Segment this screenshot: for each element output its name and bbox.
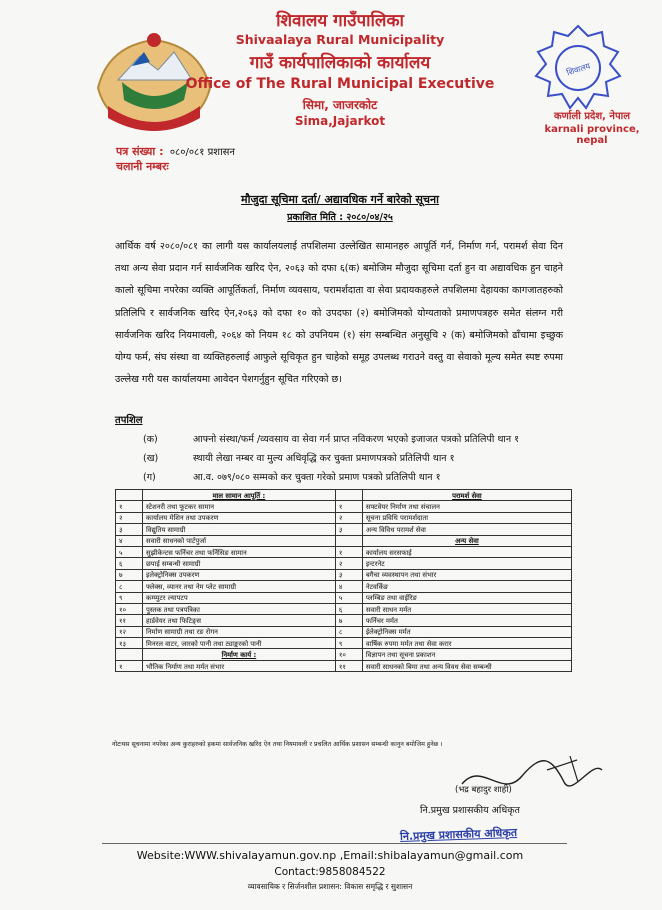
signatory-name: (भद्र बहादुर शाही)	[455, 785, 512, 795]
row-item: अन्य विविध परामर्श सेवा	[362, 524, 571, 535]
row-item: फर्निचर मर्मत	[362, 615, 571, 626]
row-number: १	[335, 546, 362, 557]
table-row	[116, 535, 572, 546]
table-row	[116, 581, 572, 592]
row-number: ९	[335, 638, 362, 649]
row-item: सवारी साधनको पार्टपुर्जा	[143, 535, 336, 546]
row-item: विद्युतिय सामाग्री	[143, 524, 336, 535]
table-row	[116, 638, 572, 649]
row-item: निर्माण सामाग्री तथा रङ रोगन	[143, 626, 336, 637]
row-item: फ्लेक्स, व्यानर तथा नेम प्लेट सामाग्री	[143, 581, 336, 592]
row-item: कम्प्युटर ल्यापटप	[143, 592, 336, 603]
row-number: ६	[335, 603, 362, 614]
row-item: सवारी साधन मर्मत	[362, 603, 571, 614]
footer-contact-phone: Contact:9858084522	[274, 866, 386, 878]
place-np: सिमा, जाजरकोट	[302, 98, 378, 112]
table-section-header: अन्य सेवा	[362, 535, 571, 546]
table-row	[116, 524, 572, 535]
municipality-name-np: शिवालय गाउँपालिका	[276, 11, 404, 31]
row-number: १	[335, 501, 362, 512]
table-row	[116, 512, 572, 523]
row-item: कार्यालय सरसफाई	[362, 546, 571, 557]
row-item: प्लम्बिङ तथा वाईरिङ	[362, 592, 571, 603]
patra-sankhya-value: ०८०/०८१ प्रशासन	[169, 147, 235, 158]
row-item: इन्टरनेट	[362, 558, 571, 569]
row-item: हार्डवेयर तथा फिटिङ्स	[143, 615, 336, 626]
row-number: ४	[116, 535, 143, 546]
table-row	[116, 615, 572, 626]
row-number: ७	[116, 569, 143, 580]
province-np: कर्णाली प्रदेश, नेपाल	[553, 111, 631, 122]
row-number: ६	[116, 558, 143, 569]
row-number: ५	[335, 592, 362, 603]
table-row	[116, 592, 572, 603]
row-item: विज्ञापन तथा सूचना प्रकाशन	[362, 649, 571, 660]
row-number: ५	[116, 546, 143, 557]
notice-title: मौजुदा सूचिमा दर्ता/ अद्यावधिक गर्ने बारेको सूचना	[241, 193, 439, 206]
row-number: १०	[116, 603, 143, 614]
row-number: ३	[116, 524, 143, 535]
row-number: २	[116, 512, 143, 523]
table-cell	[335, 490, 362, 501]
row-item: सुझीकेन्टस फर्निचर तथा फर्निसिङ सामान	[143, 546, 336, 557]
table-cell	[335, 535, 362, 546]
signature-icon	[452, 740, 612, 810]
row-item: बगैचा व्यवस्थापन तथा संभार	[362, 569, 571, 580]
table-section-header: परामर्श सेवा	[362, 490, 571, 501]
tapsil-item: (ख) स्थायी लेखा नम्बर वा मुल्य अधिवृद्धि कर चुक्ता प्रमाणपत्रको प्रतिलिपी थान १	[143, 453, 455, 464]
row-number: ३	[335, 569, 362, 580]
official-stamp: नि.प्रमुख प्रशासकीय अधिकृत	[399, 825, 518, 844]
note-text: नोटःयस सूचनामा नपरेका अन्य कुराहरुको हकमा सार्वजनिक खरिद ऐन तथा नियमावली र प्रचलित आर्थिक प्रशासन सम्बन्धी कानुन बमोजिम हुनेछ ।	[112, 741, 443, 748]
table-row	[116, 603, 572, 614]
place-en: Sima,Jajarkot	[294, 114, 386, 128]
municipality-name-en: Shivaalaya Rural Municipality	[235, 32, 445, 47]
row-number: ११	[116, 615, 143, 626]
row-number: २	[335, 558, 362, 569]
table-row	[116, 558, 572, 569]
table-row	[116, 626, 572, 637]
row-item: स्टेशनरी तथा फूटकर सामान	[143, 501, 336, 512]
table-row	[116, 490, 572, 501]
province-en: karnali province, nepal	[544, 124, 640, 146]
row-item: भौतिक निर्माण तथा मर्मत संभार	[143, 660, 336, 671]
row-number: ९	[116, 592, 143, 603]
patra-sankhya	[116, 144, 235, 174]
tapsil-item: (क) आफ्नो संस्था/फर्म /व्यवसाय वा सेवा गर्न प्राप्त नविकरण भएको इजाजत पत्रको प्रतिलिपी थान १	[143, 434, 520, 445]
table-row	[116, 501, 572, 512]
patra-sankhya-label: पत्र संख्या :	[116, 145, 164, 158]
row-number: ७	[335, 615, 362, 626]
row-number: १२	[116, 626, 143, 637]
office-name-np: गाउँ कार्यपालिकाको कार्यालय	[249, 53, 431, 73]
published-date: प्रकाशित मिति : २०८०/०४/२५	[287, 212, 393, 223]
row-item: मिनरल वाटर, जारको पानी तथा ट्याङ्करको पानी	[143, 638, 336, 649]
row-number: ३	[335, 524, 362, 535]
services-table	[115, 489, 572, 672]
footer-slogan: व्यावसायिक र सिर्जनशील प्रशासन: विकास समृद्धि र सुशासन	[247, 882, 413, 891]
row-number: १०	[335, 649, 362, 660]
footer-divider	[102, 843, 567, 844]
row-item: कार्यालय मेशिन तथा उपकरण	[143, 512, 336, 523]
footer-contact-web: Website:WWW.shivalayamun.gov.np ,Email:shibalayamun@gmail.com	[136, 849, 524, 862]
row-number: १	[116, 660, 143, 671]
row-item: सफ्टवेयर निर्माण तथा संचालन	[362, 501, 571, 512]
row-item: सूचना प्रविधि परामर्शदाता	[362, 512, 571, 523]
table-row	[116, 660, 572, 671]
row-item: नेटवर्किङ	[362, 581, 571, 592]
row-item: ईलेक्ट्रोनिक्स मर्मत	[362, 626, 571, 637]
row-number: २	[335, 512, 362, 523]
row-number: १३	[116, 638, 143, 649]
tapsil-heading: तपशिल	[115, 415, 143, 426]
table-row	[116, 569, 572, 580]
row-item: वार्षिक रुपमा मर्मत तथा सेवा करार	[362, 638, 571, 649]
notice-body: आर्थिक वर्ष २०८०/०८१ का लागी यस कार्यालयलाई तपशिलमा उल्लेखित सामानहरु आपूर्ति गर्न, निर्माण गर्न, परामर्श सेवा दिन तथा अन्य सेवा प्रदान गर्न सार्वजनिक खरिद ऐन, २०६३ को दफा ६(क) बमोजिम मौजुदा सूचिमा दर्ता हुन वा अद्यावधिक हुन चाहने कालो सूचिमा नपरेका व्यक्ति आपूर्तिकर्ता, निर्माण व्यवसाय, परामर्शदाता वा सेवा प्रदायकहरुले तपशिलमा देहायका कागजातहरुको प्रतिलिपि र सार्वजनिक खरिद ऐन,२०६३ को दफा १० को उपदफा (२) बमोजिमको योग्यताको प्रमाणपत्रहरु समेत संलग्न गरी सार्वजनिक खरिद नियमावली, २०६४ को नियम १८ को उपनियम (१) संग सम्बन्धित अनुसूचि २ (क) बमोजिमको ढाँचामा इच्छुक योग्य फर्म, संघ संस्था वा व्यक्तिहरुलाई आफुले सूचिकृत हुन चाहेको समूह उपलब्ध गराउने वस्तु वा सेवाको मूल्य समेत स्पष्ट रुपमा उल्लेख गरी यस कार्यालयमा आवेदन पेशगर्नुहुन सूचित गरिएको छ।	[115, 241, 563, 386]
municipality-seal-icon	[532, 22, 624, 122]
row-item: छपाई सम्बन्धी सामाग्री	[143, 558, 336, 569]
table-section-header: निर्माण कार्य :	[143, 649, 336, 660]
svg-text:शिवालय: शिवालय	[565, 61, 592, 78]
row-number: ८	[116, 581, 143, 592]
table-row	[116, 649, 572, 660]
table-section-header: माल सामान आपूर्ति :	[143, 490, 336, 501]
table-cell	[116, 490, 143, 501]
signatory-role: नि.प्रमुख प्रशासकीय अधिकृत	[420, 805, 520, 816]
row-number: ११	[335, 660, 362, 671]
chalani-label: चलानी नम्बरः	[116, 160, 169, 173]
row-number: ८	[335, 626, 362, 637]
row-item: पुस्तक तथा पत्रपत्रिका	[143, 603, 336, 614]
row-item: सवारी साधनको बिमा तथा अन्य विवध सेवा सम्बन्धी	[362, 660, 571, 671]
tapsil-item: (ग) आ.व. ०७९/०८० सम्मको कर चुक्ता गरेको प्रमाण पत्रको प्रतिलिपी थान १	[143, 472, 441, 483]
row-item: इलेक्ट्रोनिक्स उपकरण	[143, 569, 336, 580]
row-number: ४	[335, 581, 362, 592]
table-cell	[116, 649, 143, 660]
table-row	[116, 546, 572, 557]
row-number: १	[116, 501, 143, 512]
office-name-en: Office of The Rural Municipal Executive	[185, 76, 495, 92]
